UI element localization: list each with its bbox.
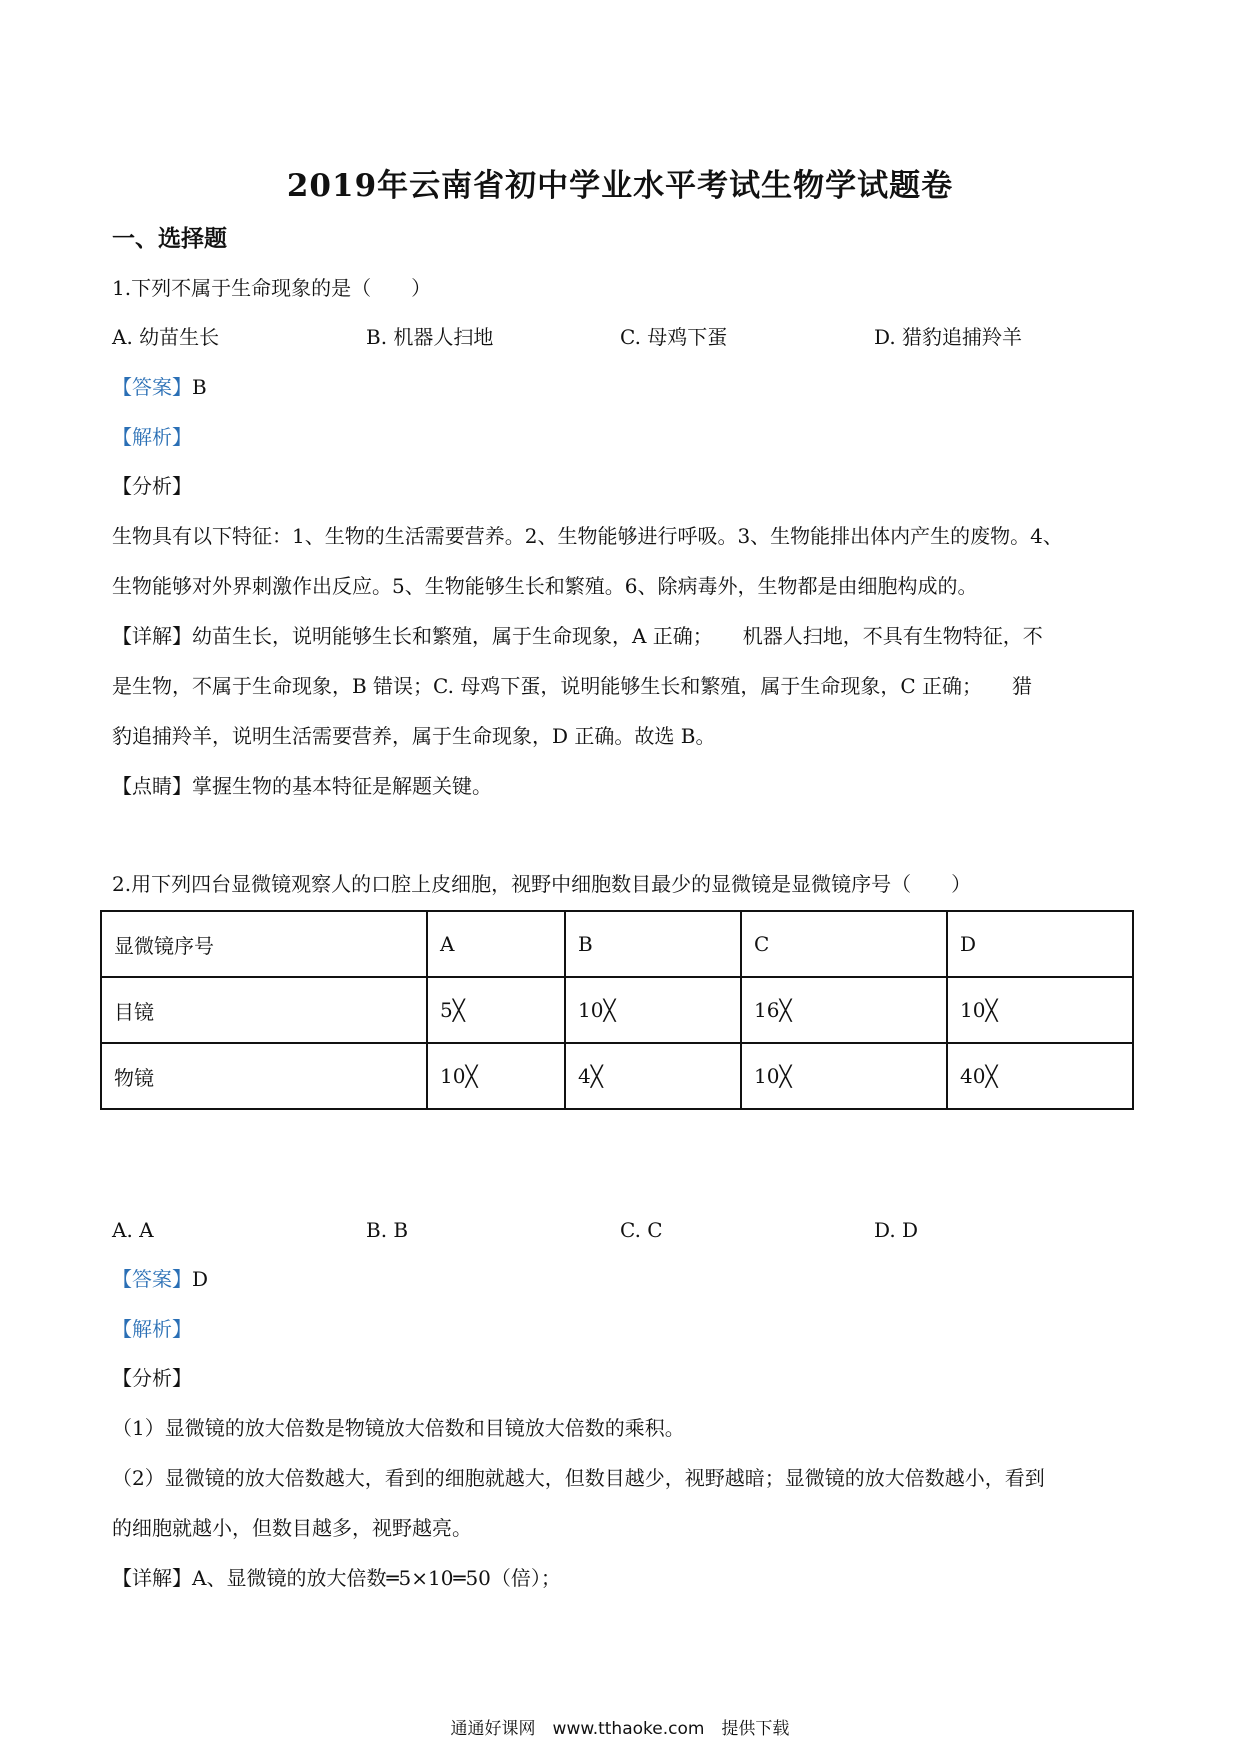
q1-analysis-label: 【解析】 (112, 425, 192, 449)
table-cell: 物镜 (101, 1043, 427, 1109)
q2-fenxi-line-2: （2）显微镜的放大倍数越大，看到的细胞就越大，但数目越少，视野越暗；显微镜的放大倍数越小，看到 (112, 1466, 1045, 1490)
q1-option-d: D. 猎豹追捕羚羊 (874, 325, 1023, 349)
q2-fenxi-line-3: 的细胞就越小，但数目越多，视野越亮。 (112, 1516, 472, 1540)
microscope-table (100, 910, 1134, 1110)
q2-answer-line (112, 1265, 1132, 1293)
q2-option-d: D. D (874, 1218, 919, 1242)
q2-fenxi-line-1: （1）显微镜的放大倍数是物镜放大倍数和目镜放大倍数的乘积。 (112, 1416, 685, 1440)
q1-detail-line-2: 是生物，不属于生命现象，B 错误；C. 母鸡下蛋，说明能够生长和繁殖，属于生命现象，C 正确； 猎 (112, 674, 1033, 698)
q1-answer-label: 【答案】 (112, 375, 192, 399)
q2-option-b: B. B (366, 1218, 409, 1242)
table-row (101, 1043, 1133, 1109)
table-cell: A (427, 911, 565, 977)
q2-answer-value: D (192, 1267, 209, 1291)
page-title: 2019年云南省初中学业水平考试生物学试题卷 (286, 168, 954, 204)
table-cell: 16╳ (741, 977, 947, 1043)
table-row (101, 911, 1133, 977)
table-cell: 显微镜序号 (101, 911, 427, 977)
table-cell: B (565, 911, 741, 977)
q1-tip: 【点睛】掌握生物的基本特征是解题关键。 (112, 774, 492, 798)
q2-option-c: C. C (620, 1218, 663, 1242)
q1-answer-value: B (192, 375, 207, 399)
q1-question: 1.下列不属于生命现象的是（ ） (112, 276, 432, 300)
q2-answer-label: 【答案】 (112, 1267, 192, 1291)
q1-fenxi-label: 【分析】 (112, 474, 192, 498)
q1-fenxi-line-2: 生物能够对外界刺激作出反应。5、生物能够生长和繁殖。6、除病毒外，生物都是由细胞构成的。 (112, 574, 978, 598)
q2-question: 2.用下列四台显微镜观察人的口腔上皮细胞，视野中细胞数目最少的显微镜是显微镜序号（ ） (112, 872, 972, 896)
section-heading: 一、选择题 (112, 225, 227, 252)
q1-detail-line-1: 【详解】幼苗生长，说明能够生长和繁殖，属于生命现象，A 正确； 机器人扫地，不具有生物特征，不 (112, 624, 1043, 648)
q2-analysis-label: 【解析】 (112, 1317, 192, 1341)
table-cell: D (947, 911, 1133, 977)
table-cell: C (741, 911, 947, 977)
q1-fenxi-line-1: 生物具有以下特征：1、生物的生活需要营养。2、生物能够进行呼吸。3、生物能排出体内产生的废物。4、 (112, 524, 1063, 548)
table-cell: 5╳ (427, 977, 565, 1043)
page-footer: 通通好课网 www.tthaoke.com 提供下载 (450, 1719, 790, 1739)
q2-option-a: A. A (112, 1218, 154, 1242)
table-cell: 10╳ (427, 1043, 565, 1109)
table-cell: 4╳ (565, 1043, 741, 1109)
table-cell: 10╳ (565, 977, 741, 1043)
q2-fenxi-label: 【分析】 (112, 1366, 192, 1390)
q1-detail-line-3: 豹追捕羚羊，说明生活需要营养，属于生命现象，D 正确。故选 B。 (112, 724, 716, 748)
table-row (101, 977, 1133, 1043)
q1-option-c: C. 母鸡下蛋 (620, 325, 728, 349)
table-cell: 10╳ (947, 977, 1133, 1043)
q1-answer-line (112, 373, 1132, 401)
table-cell: 40╳ (947, 1043, 1133, 1109)
q2-detail-line-1: 【详解】A、显微镜的放大倍数═5×10═50（倍）； (112, 1566, 561, 1590)
table-cell: 目镜 (101, 977, 427, 1043)
q1-option-a: A. 幼苗生长 (112, 325, 220, 349)
table-cell: 10╳ (741, 1043, 947, 1109)
q1-option-b: B. 机器人扫地 (366, 325, 494, 349)
